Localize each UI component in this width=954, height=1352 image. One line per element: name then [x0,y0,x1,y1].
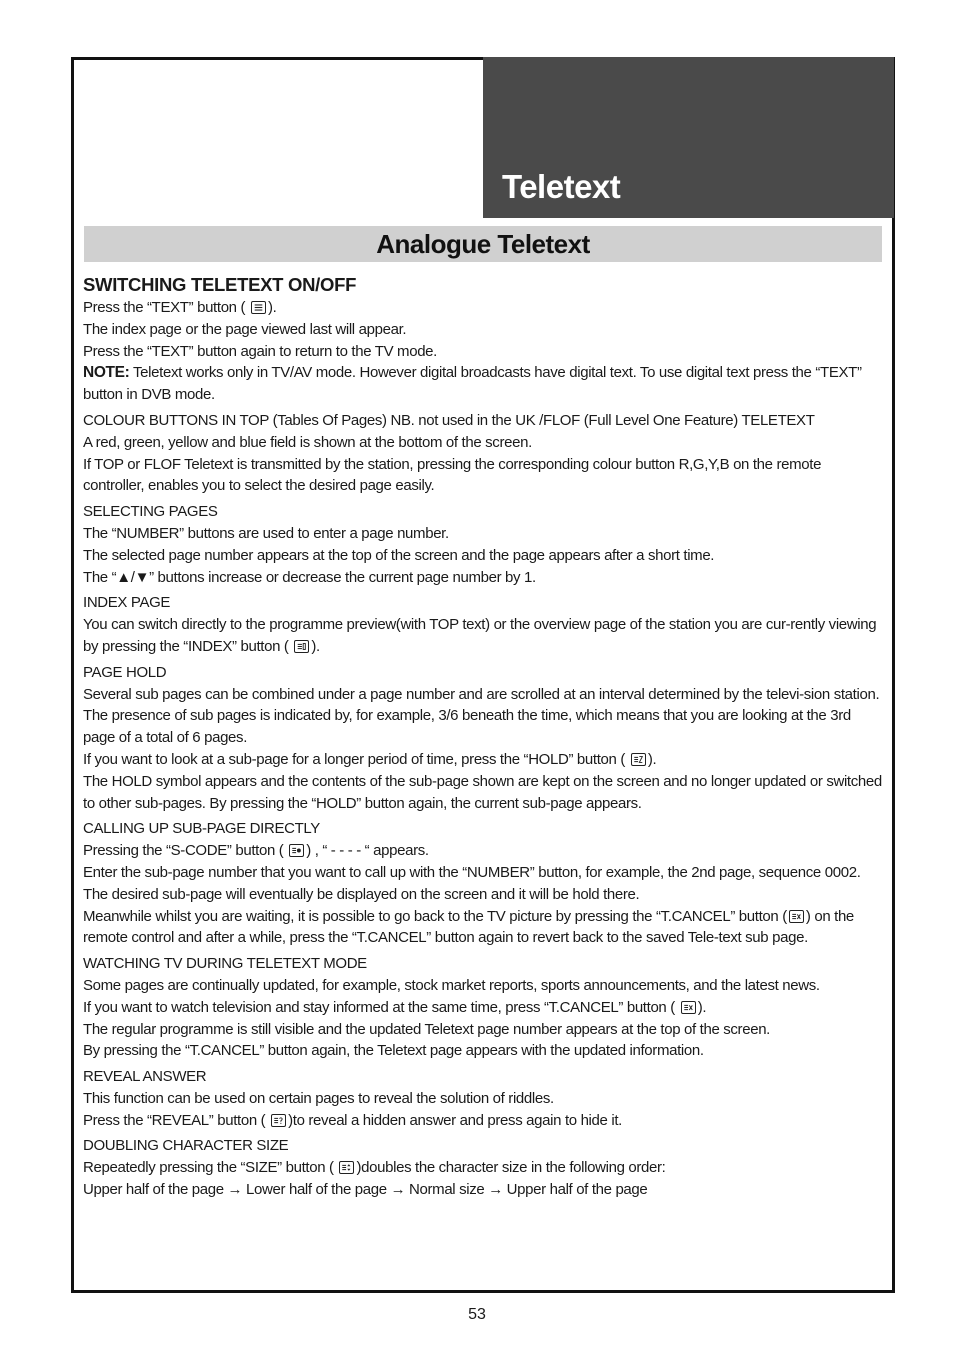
colour-line2: If TOP or FLOF Teletext is transmitted by the station, pressing the corresponding colour button R,G,Y,B on the remote controller, enables you to select the desired page easily. [83,455,822,495]
switching-line1-a: Press the “TEXT” button ( [83,299,246,316]
switching-line1-b: ). [267,299,277,316]
switching-heading: SWITCHING TELETEXT ON/OFF [83,274,357,295]
calling-line3-a: Meanwhile whilst you are waiting, it is possible to go back to the TV picture by pressing the “T.CANCEL” button ( [83,907,787,925]
doubling-line1-a: Repeatedly pressing the “SIZE” button ( [83,1159,334,1177]
s-code-button-icon [289,844,304,857]
page-title: Teletext [502,168,621,205]
switching-line1 [83,297,883,319]
switching-line3: Press the “TEXT” button again to return to the TV mode. [83,342,437,360]
index-line1 [83,614,883,658]
reveal-line2 [83,1110,883,1132]
hold-button-icon [631,753,646,766]
doubling-line2: Upper half of the page → Lower half of the page → Normal size → Upper half of the page [83,1181,648,1199]
switching-note [83,362,883,406]
calling-heading: CALLING UP SUB-PAGE DIRECTLY [83,820,320,838]
doubling-line1-b: )doubles the character size in the following order: [356,1159,666,1177]
colour-heading: COLOUR BUTTONS IN TOP (Tables Of Pages) NB. not used in the UK /FLOF (Full Level One Feature) TELETEXT [83,411,815,429]
index-line1-a: You can switch directly to the programme preview(with TOP text) or the overview page of the station you are cur-rently viewing by pressing the “INDEX” button ( [83,616,877,655]
switching-line2: The index page or the page viewed last will appear. [83,320,407,338]
index-heading: INDEX PAGE [83,594,171,612]
colour-line1: A red, green, yellow and blue field is shown at the bottom of the screen. [83,433,532,451]
reveal-line2-b: )to reveal a hidden answer and press again to hide it. [288,1111,622,1129]
selecting-line1: The “NUMBER” buttons are used to enter a page number. [83,524,449,542]
calling-line3-b: ) on the remote control and after a while, press the “T.CANCEL” button again to revert back to the saved Tele-text sub page. [83,907,854,947]
hold-line2-a: If you want to look at a sub-page for a longer period of time, press the “HOLD” button ( [83,750,625,768]
size-button-icon [339,1161,354,1174]
calling-line1-a: Pressing the “S-CODE” button ( [83,842,284,860]
doubling-heading: DOUBLING CHARACTER SIZE [83,1137,289,1155]
calling-line1-b: ) , “ - - - - “ appears. [306,842,429,860]
text-button-icon [251,301,266,314]
hold-line3: The HOLD symbol appears and the contents of the sub-page shown are kept on the screen and no longer updated or switched to other sub-pages. By pressing the “HOLD” button again, the current sub-page appears. [83,772,882,812]
selecting-line3: The “▲/▼” buttons increase or decrease the current page number by 1. [83,568,536,586]
note-label: NOTE: [83,364,130,382]
note-text: Teletext works only in TV/AV mode. However digital broadcasts have digital text. To use digital text press the “TEXT” button in DVB mode. [83,364,862,404]
calling-line3 [83,906,883,950]
reveal-line1: This function can be used on certain pages to reveal the solution of riddles. [83,1089,554,1107]
reveal-button-icon [271,1114,286,1127]
watching-line2-b: ). [697,998,707,1016]
t-cancel-button-icon [789,910,804,923]
t-cancel-button-icon [681,1001,696,1014]
section-title: Analogue Teletext [376,229,590,259]
content [83,272,883,1201]
calling-line1 [83,840,883,862]
watching-line4: By pressing the “T.CANCEL” button again, the Teletext page appears with the updated information. [83,1042,704,1060]
reveal-heading: REVEAL ANSWER [83,1068,207,1086]
doubling-line1 [83,1157,883,1179]
page-number: 53 [468,1306,486,1323]
hold-line2 [83,749,883,771]
watching-heading: WATCHING TV DURING TELETEXT MODE [83,955,367,973]
index-button-icon [294,640,309,653]
watching-line3: The regular programme is still visible and the updated Teletext page number appears at the top of the screen. [83,1020,770,1038]
hold-heading: PAGE HOLD [83,663,167,681]
calling-line2: Enter the sub-page number that you want to call up with the “NUMBER” button, for example, the 2nd page, sequence 0002. The desired sub-page will eventually be displayed on the screen and it will be hold there. [83,863,861,903]
hold-line1: Several sub pages can be combined under a page number and are scrolled at an interval determined by the televi-sion station. The presence of sub pages is indicated by, for example, 3/6 beneath the time, which means that you are looking at the 3rd page of a total of 6 pages. [83,685,880,747]
watching-line1: Some pages are continually updated, for example, stock market reports, sports announcements, and the latest news. [83,976,820,994]
section-bar [84,226,882,262]
selecting-heading: SELECTING PAGES [83,503,218,521]
reveal-line2-a: Press the “REVEAL” button ( [83,1111,266,1129]
watching-line2 [83,997,883,1019]
watching-line2-a: If you want to watch television and stay informed at the same time, press “T.CANCEL” button ( [83,998,675,1016]
selecting-line2: The selected page number appears at the top of the screen and the page appears after a short time. [83,546,715,564]
index-line1-b: ). [311,637,320,655]
title-block [483,57,894,218]
hold-line2-b: ). [647,750,657,768]
